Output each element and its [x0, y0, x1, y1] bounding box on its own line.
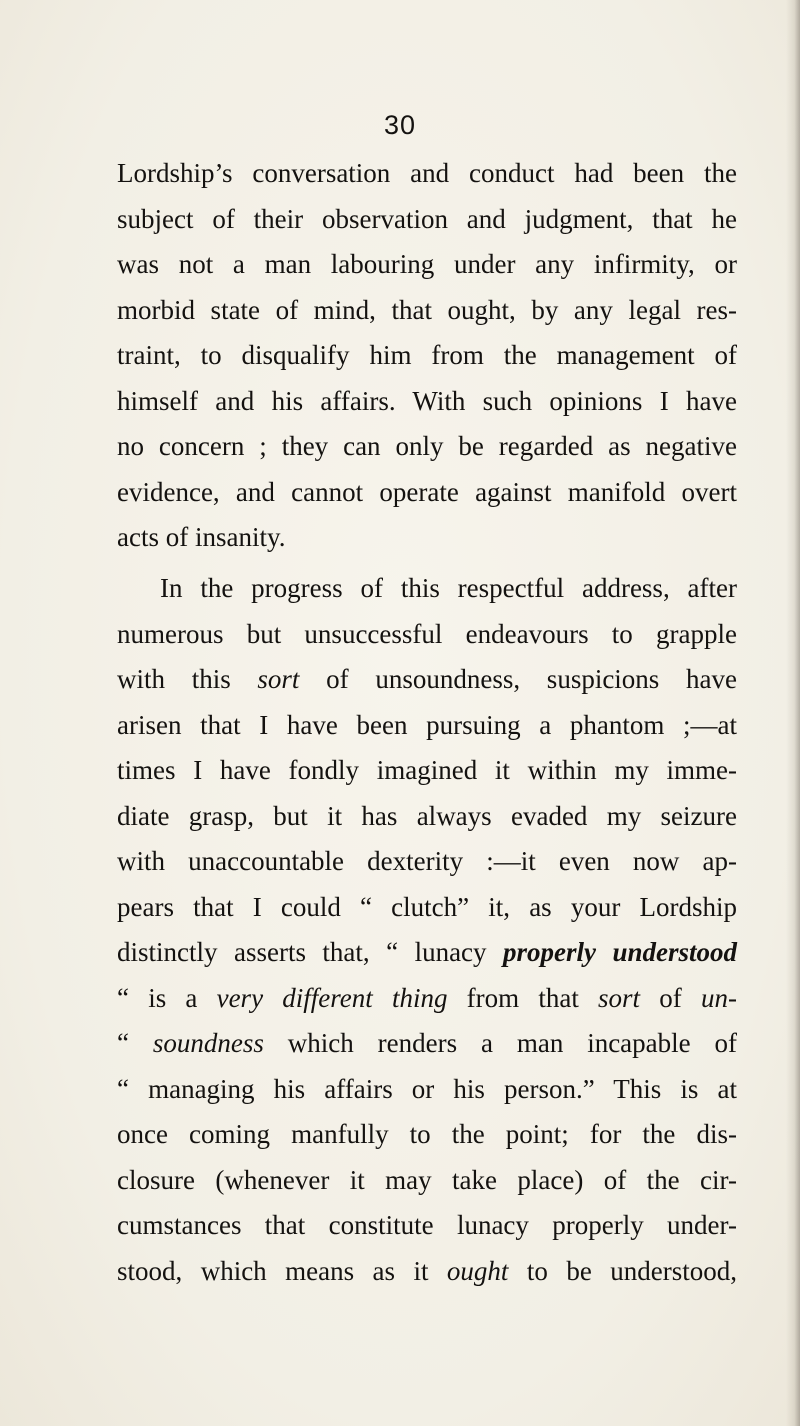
text-segment: “ is a	[117, 982, 217, 1013]
text-line: pears that I could “ clutch” it, as your Lordship	[117, 891, 737, 922]
text-segment: “	[117, 1028, 153, 1058]
text-segment: which renders a man incapable of	[263, 1028, 738, 1058]
text-line: “ managing his affairs or his person.” This is at	[117, 1073, 737, 1104]
text-line	[117, 657, 737, 703]
italic-text: ought	[446, 1255, 509, 1286]
text-line: numerous but unsuccessful endeavours to grapple	[117, 618, 737, 649]
italic-text: soundness	[152, 1028, 264, 1058]
text-line: closure (whenever it may take place) of the cir-	[117, 1164, 737, 1195]
text-line: Lordship’s conversation and conduct had been the	[117, 158, 737, 188]
text-line: with unaccountable dexterity :—it even now ap-	[117, 846, 737, 876]
text-line: once coming manfully to the point; for the dis-	[117, 1119, 737, 1149]
text-line: was not a man labouring under any infirmity, or	[117, 249, 737, 279]
paragraph-2	[117, 566, 737, 1294]
text-line: cumstances that constitute lunacy properly under-	[117, 1210, 737, 1240]
text-line: no concern ; they can only be regarded as negative	[117, 431, 737, 461]
text-line	[117, 930, 737, 976]
italic-text: very different thing	[216, 982, 448, 1013]
text-line: himself and his affairs. With such opinions I have	[117, 385, 737, 416]
text-line: times I have fondly imagined it within my imme-	[117, 755, 737, 785]
italic-text: un-	[700, 982, 737, 1013]
text-line	[117, 1021, 737, 1067]
text-line: In the progress of this respectful address, after	[160, 573, 737, 603]
italic-text: sort	[598, 982, 641, 1013]
paragraph-1	[117, 151, 737, 561]
text-line: arisen that I have been pursuing a phantom ;—at	[117, 709, 737, 740]
page-edge-shadow	[786, 0, 800, 1426]
text-segment: of unsoundness, suspicions have	[299, 664, 737, 694]
text-line: morbid state of mind, that ought, by any legal res-	[117, 294, 737, 325]
text-segment: to be understood,	[508, 1255, 737, 1286]
text-segment: stood, which means as it	[117, 1255, 447, 1286]
text-line: acts of insanity.	[117, 522, 286, 552]
text-line: subject of their observation and judgment, that he	[117, 203, 737, 234]
text-line	[117, 1249, 737, 1295]
text-segment: from that	[447, 982, 599, 1013]
italic-text: properly understood	[503, 937, 737, 967]
text-line	[117, 976, 737, 1022]
text-line: evidence, and cannot operate against manifold overt	[117, 476, 737, 507]
text-segment: of	[640, 982, 701, 1013]
text-line: traint, to disqualify him from the management of	[117, 340, 737, 370]
text-segment: distinctly asserts that, “ lunacy	[117, 937, 504, 967]
italic-text: sort	[257, 664, 300, 694]
page-number: 30	[383, 110, 417, 140]
text-segment: with this	[117, 664, 258, 694]
text-line: diate grasp, but it has always evaded my seizure	[117, 800, 737, 831]
